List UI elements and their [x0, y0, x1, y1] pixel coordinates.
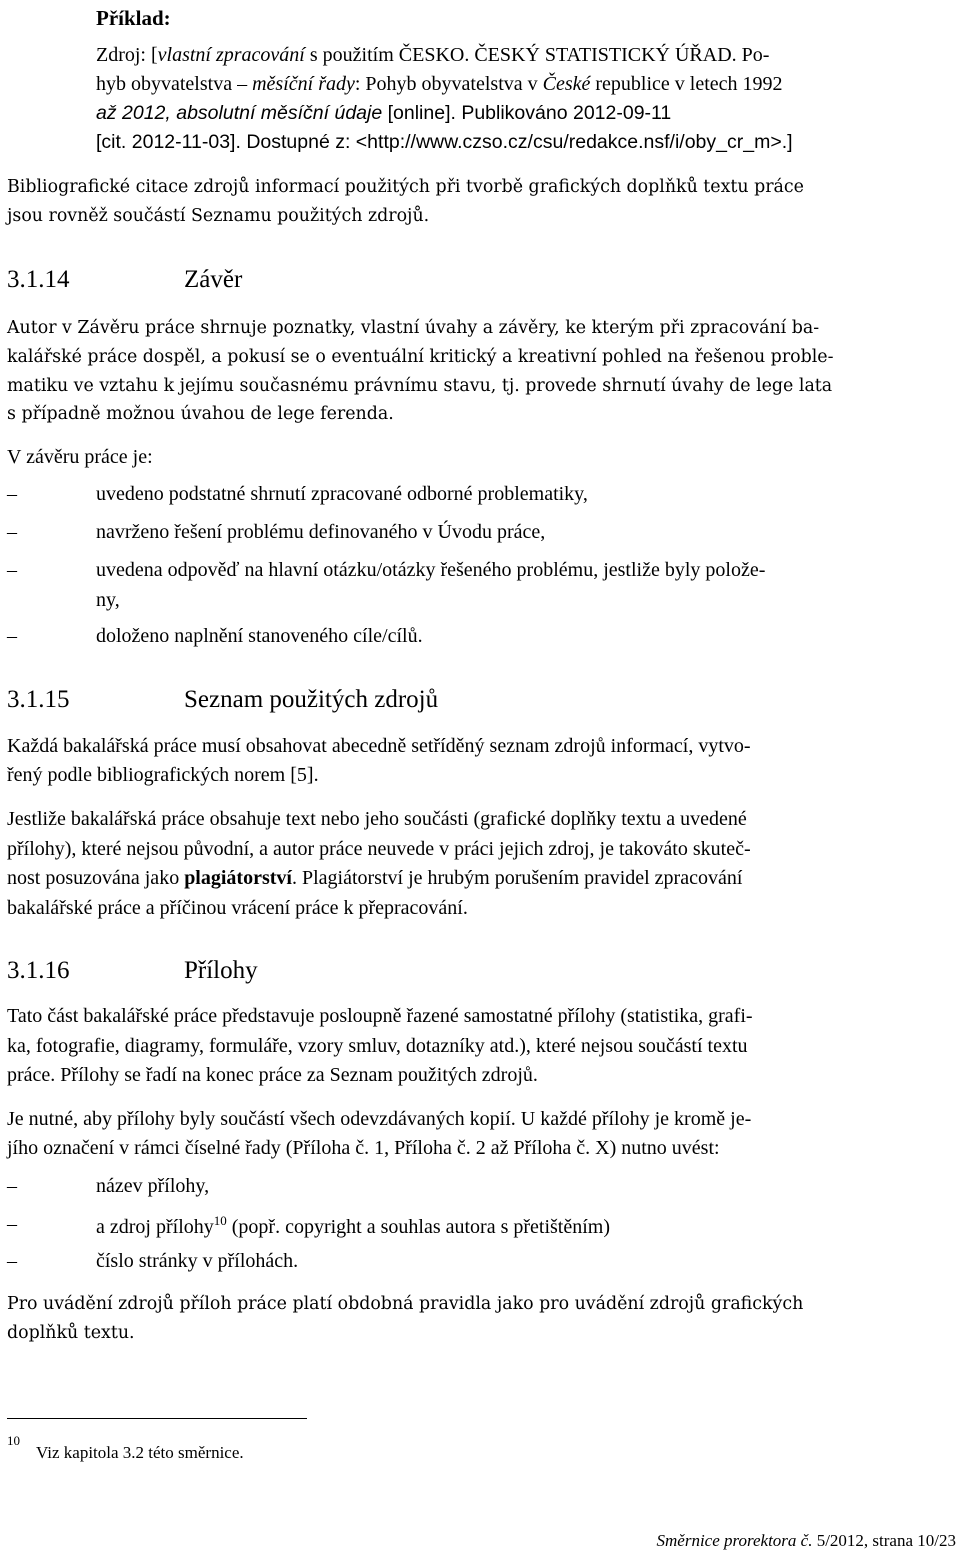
paragraph-line: Je nutné, aby přílohy byly součástí všech odevzdávaných kopií. U každé přílohy je kromě je- [7, 1108, 752, 1130]
list-dash: – [7, 559, 17, 581]
footnote-number: 10 [7, 1433, 20, 1448]
list-item: číslo stránky v přílohách. [96, 1250, 299, 1272]
paragraph-line: nost posuzována jako plagiátorství. Plagiátorství je hrubým porušením pravidel zpracování [7, 867, 743, 889]
emphasis-plagiarism: plagiátorství [184, 867, 292, 889]
list-dash: – [7, 1213, 17, 1235]
citation-url: Dostupné z: <http://www.czso.cz/csu/redakce.nsf/i/oby_cr_m> [246, 131, 782, 153]
note-line: Bibliografické citace zdrojů informací použitých při tvorbě grafických doplňků textu práce [7, 177, 804, 197]
footnote-ref[interactable]: 10 [213, 1213, 227, 1228]
section-title: Přílohy [184, 957, 258, 984]
section-number: 3.1.14 [7, 266, 70, 293]
paragraph-line: doplňků textu. [7, 1323, 135, 1343]
paragraph-line: Každá bakalářská práce musí obsahovat abecedně setříděný seznam zdrojů informací, vytvo- [7, 735, 751, 757]
list-item: navrženo řešení problému definovaného v Úvodu práce, [96, 521, 546, 543]
list-item: uvedena odpověď na hlavní otázku/otázky řešeného problému, jestliže byly polože- [96, 559, 766, 581]
section-number: 3.1.15 [7, 686, 70, 713]
footnote-separator [7, 1418, 307, 1419]
citation-line-3: až 2012, absolutní měsíční údaje [online]. Publikováno 2012-09-11 [96, 102, 672, 124]
paragraph-line: jího označení v rámci číselné řady (Příloha č. 1, Příloha č. 2 až Příloha č. X) nutno uvést: [7, 1137, 720, 1159]
list-dash: – [7, 1250, 17, 1272]
list-item: uvedeno podstatné shrnutí zpracované odborné problematiky, [96, 483, 588, 505]
paragraph-line: kalářské práce dospěl, a pokusí se o eventuální kritický a kreativní pohled na řešenou proble- [7, 347, 834, 367]
paragraph-line: Autor v Závěru práce shrnuje poznatky, vlastní úvahy a závěry, ke kterým při zpracování ba- [7, 318, 820, 338]
citation-line-2: hyb obyvatelstva – měsíční řady: Pohyb obyvatelstva v České republice v letech 1992 [96, 73, 783, 95]
citation-line-4: [cit. 2012-11-03]. Dostupné z: <http://www.czso.cz/csu/redakce.nsf/i/oby_cr_m>.] [96, 131, 793, 153]
list-item: a zdroj přílohy$^{10}$ (popř. copyright a souhlas autora s přetištěním) [96, 1213, 610, 1238]
paragraph-line: s případně možnou úvahou de lege ferenda. [7, 404, 394, 424]
paragraph-line: matiku ve vztahu k jejímu současnému právnímu stavu, tj. provede shrnutí úvahy de lege lata [7, 376, 833, 396]
paragraph-line: Tato část bakalářské práce představuje posloupně řazené samostatné přílohy (statistika, grafi- [7, 1005, 753, 1027]
list-item: ny, [96, 589, 120, 611]
section-number: 3.1.16 [7, 957, 70, 984]
list-dash: – [7, 1175, 17, 1197]
paragraph-line: přílohy), které nejsou původní, a autor práce neuvede v práci jejich zdroj, je takováto skuteč- [7, 838, 751, 860]
list-intro: V závěru práce je: [7, 446, 153, 468]
note-line: jsou rovněž součástí Seznamu použitých zdrojů. [7, 206, 430, 226]
citation-line-1: Zdroj: [vlastní zpracování s použitím ČESKO. ČESKÝ STATISTICKÝ ÚŘAD. Po- [96, 44, 770, 66]
paragraph-line: bakalářské práce a příčinou vrácení práce k přepracování. [7, 897, 468, 919]
section-title: Závěr [184, 266, 243, 293]
list-item: doloženo naplnění stanoveného cíle/cílů. [96, 625, 423, 647]
list-dash: – [7, 483, 17, 505]
section-title: Seznam použitých zdrojů [184, 686, 439, 713]
example-label: Příklad: [96, 6, 171, 30]
list-dash: – [7, 521, 17, 543]
paragraph-line: práce. Přílohy se řadí na konec práce za Seznam použitých zdrojů. [7, 1064, 538, 1086]
list-dash: – [7, 625, 17, 647]
paragraph-line: Pro uvádění zdrojů příloh práce platí obdobná pravidla jako pro uvádění zdrojů grafických [7, 1294, 804, 1314]
paragraph-line: Jestliže bakalářská práce obsahuje text nebo jeho součásti (grafické doplňky textu a uvedené [7, 808, 747, 830]
footnote-text: Viz kapitola 3.2 této směrnice. [36, 1443, 244, 1462]
list-item: název přílohy, [96, 1175, 210, 1197]
page-footer: Směrnice prorektora č. 5/2012, strana 10/23 [656, 1531, 956, 1550]
paragraph-line: řený podle bibliografických norem [5]. [7, 764, 319, 786]
paragraph-line: ka, fotografie, diagramy, formuláře, vzory smluv, dotazníky atd.), které nejsou součástí textu [7, 1035, 748, 1057]
